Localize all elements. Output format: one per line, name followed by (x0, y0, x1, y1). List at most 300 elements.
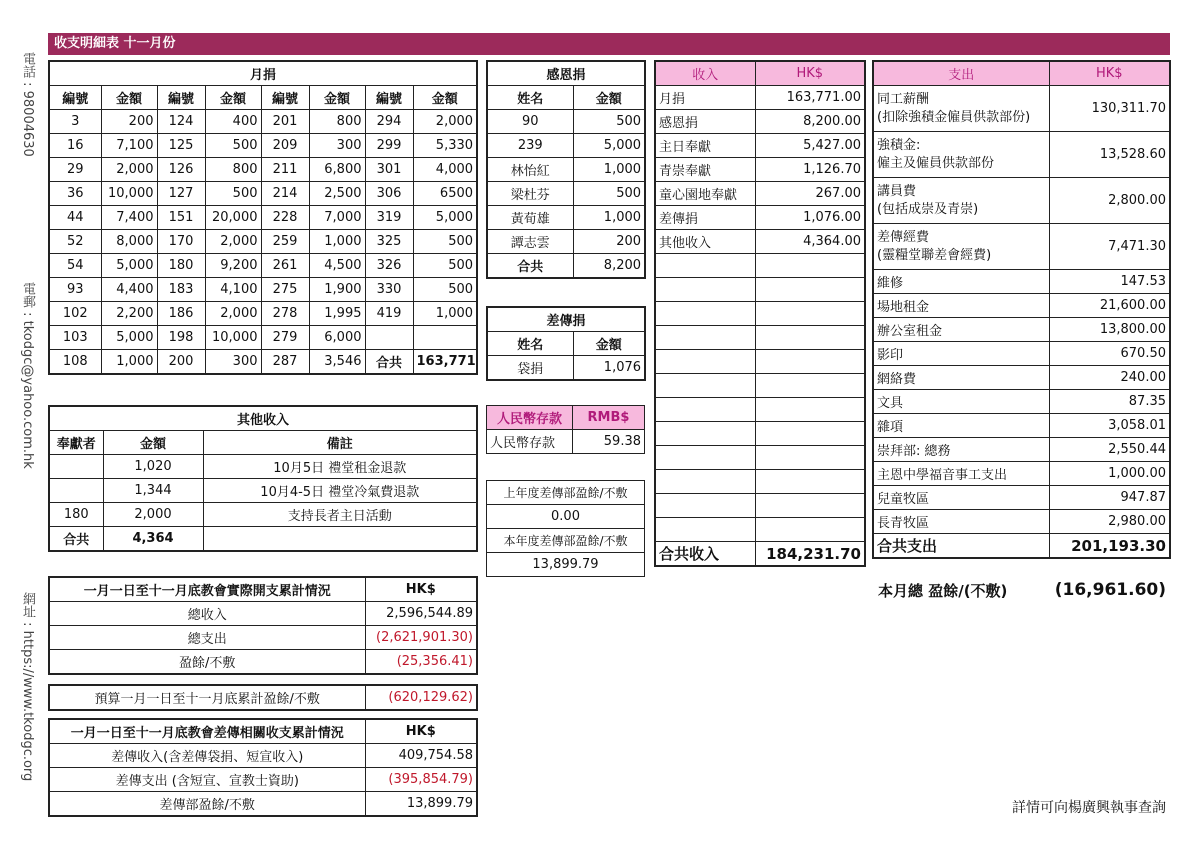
table-row (49, 744, 477, 768)
monthly-amount-cell: 800 (309, 110, 365, 134)
mission-ytd-row-value: 13,899.79 (365, 792, 477, 817)
budget-table (48, 684, 478, 711)
expense-item-line2: (扣除強積金僱員供款部份) (877, 109, 1031, 125)
monthly-number-cell: 228 (261, 206, 309, 230)
empty-cell (655, 518, 755, 542)
monthly-number-cell: 201 (261, 110, 309, 134)
expense-header-label: 支出 (873, 61, 1049, 86)
monthly-amount-cell: 5,330 (413, 134, 477, 158)
monthly-number-cell: 259 (261, 230, 309, 254)
mission-last-year-label: 上年度差傳部盈餘/不敷 (487, 481, 645, 505)
expense-item-label: 辦公室租金 (873, 318, 1049, 342)
monthly-number-cell: 326 (365, 254, 413, 278)
table-row (487, 230, 645, 254)
table-row (49, 455, 477, 479)
monthly-amount-cell: 2,000 (413, 110, 477, 134)
empty-row (655, 494, 865, 518)
monthly-amount-cell: 7,000 (309, 206, 365, 230)
table-row (873, 510, 1170, 534)
thanks-name-cell: 譚志雲 (487, 230, 573, 254)
month-surplus-label: 本月總 盈餘/(不敷) (878, 582, 1008, 600)
monthly-number-cell: 287 (261, 350, 309, 375)
other-income-title: 其他收入 (49, 406, 477, 431)
empty-cell (755, 278, 865, 302)
expense-item-value: 240.00 (1049, 366, 1170, 390)
table-row (487, 134, 645, 158)
other-income-col-header: 奉獻者 (49, 431, 103, 455)
table-row (49, 230, 477, 254)
table-row (49, 626, 477, 650)
expense-item-line1: 強積金: (877, 137, 921, 153)
monthly-amount-cell: 10,000 (101, 182, 157, 206)
expense-total-label: 合共支出 (873, 534, 1049, 559)
income-item-label: 童心園地奉獻 (655, 182, 755, 206)
other-income-giver (49, 455, 103, 479)
empty-cell (755, 518, 865, 542)
thanks-amount-cell: 5,000 (573, 134, 645, 158)
table-row (873, 86, 1170, 132)
table-row (49, 206, 477, 230)
monthly-number-cell: 419 (365, 302, 413, 326)
empty-cell (755, 350, 865, 374)
expense-item-label: 主恩中學福音事工支出 (873, 462, 1049, 486)
expense-item-value: 1,000.00 (1049, 462, 1170, 486)
monthly-col-header: 金額 (309, 86, 365, 110)
empty-cell (755, 254, 865, 278)
empty-cell (655, 398, 755, 422)
other-income-note: 10月5日 禮堂租金退款 (203, 455, 477, 479)
table-row (487, 356, 645, 381)
monthly-amount-cell: 2,200 (101, 302, 157, 326)
monthly-title: 月捐 (49, 61, 477, 86)
empty-cell (655, 326, 755, 350)
monthly-number-cell: 319 (365, 206, 413, 230)
side-website: 網址 : https://www.tkodgc.org (20, 592, 35, 782)
monthly-amount-cell: 2,000 (205, 302, 261, 326)
mission-this-year-label: 本年度差傳部盈餘/不敷 (487, 529, 645, 553)
monthly-amount-cell: 4,500 (309, 254, 365, 278)
empty-row (655, 326, 865, 350)
expense-item-value: 147.53 (1049, 270, 1170, 294)
table-row (487, 206, 645, 230)
monthly-number-cell: 124 (157, 110, 205, 134)
monthly-number-cell: 52 (49, 230, 101, 254)
empty-cell (755, 326, 865, 350)
monthly-amount-cell: 8,000 (101, 230, 157, 254)
expense-item-line1: 差傳經費 (877, 229, 930, 245)
other-income-amount: 2,000 (103, 503, 203, 527)
table-row (487, 182, 645, 206)
empty-row (655, 254, 865, 278)
income-table (654, 60, 866, 567)
monthly-amount-cell: 1,000 (101, 350, 157, 375)
monthly-amount-cell: 1,000 (413, 302, 477, 326)
monthly-number-cell: 合共 (365, 350, 413, 375)
empty-cell (655, 350, 755, 374)
empty-row (655, 422, 865, 446)
monthly-col-header: 編號 (157, 86, 205, 110)
monthly-number-cell: 108 (49, 350, 101, 375)
empty-row (655, 446, 865, 470)
monthly-number-cell: 278 (261, 302, 309, 326)
income-total-label: 合共收入 (655, 542, 755, 567)
expense-item-label (873, 224, 1049, 270)
rmb-deposit-table (486, 405, 645, 454)
expense-total-value: 201,193.30 (1049, 534, 1170, 559)
expense-header-row (873, 61, 1170, 86)
mission-this-year-value: 13,899.79 (487, 553, 645, 577)
monthly-number-cell: 180 (157, 254, 205, 278)
expense-item-value: 3,058.01 (1049, 414, 1170, 438)
mission-ytd-row-label: 差傳支出 (含短宣、宣教士資助) (49, 768, 365, 792)
expense-item-line2: (包括成崇及青崇) (877, 201, 979, 217)
table-row (873, 366, 1170, 390)
rmb-row-label: 人民幣存款 (487, 430, 573, 454)
expense-item-value: 2,800.00 (1049, 178, 1170, 224)
expense-item-line2: (靈糧堂聯差會經費) (877, 247, 992, 263)
monthly-amount-cell: 9,200 (205, 254, 261, 278)
thanks-amount-cell: 500 (573, 182, 645, 206)
monthly-col-header: 編號 (261, 86, 309, 110)
other-income-total-label: 合共 (49, 527, 103, 552)
ytd-unit: HK$ (365, 577, 477, 602)
monthly-number-cell: 299 (365, 134, 413, 158)
income-total-row (655, 542, 865, 567)
table-row (655, 230, 865, 254)
empty-cell (755, 302, 865, 326)
mission-title: 差傳捐 (487, 307, 645, 332)
monthly-number-cell: 102 (49, 302, 101, 326)
expense-item-value: 130,311.70 (1049, 86, 1170, 132)
expense-item-value: 13,528.60 (1049, 132, 1170, 178)
empty-row (655, 278, 865, 302)
expense-item-label: 文具 (873, 390, 1049, 414)
table-row (49, 768, 477, 792)
expense-item-value: 87.35 (1049, 390, 1170, 414)
table-row (49, 602, 477, 626)
mission-offering-table (486, 306, 646, 381)
monthly-amount-cell: 500 (413, 230, 477, 254)
monthly-amount-cell: 800 (205, 158, 261, 182)
expense-item-label: 網絡費 (873, 366, 1049, 390)
other-income-col-header: 金額 (103, 431, 203, 455)
expense-item-line1: 同工薪酬 (877, 91, 930, 107)
rmb-row-value: 59.38 (573, 430, 645, 454)
monthly-amount-cell: 2,500 (309, 182, 365, 206)
empty-row (655, 302, 865, 326)
expense-item-label: 雜項 (873, 414, 1049, 438)
monthly-number-cell: 183 (157, 278, 205, 302)
other-income-giver (49, 479, 103, 503)
monthly-col-header: 編號 (49, 86, 101, 110)
empty-cell (755, 494, 865, 518)
income-item-value: 267.00 (755, 182, 865, 206)
expense-item-value: 13,800.00 (1049, 318, 1170, 342)
table-row (655, 110, 865, 134)
monthly-amount-cell: 4,100 (205, 278, 261, 302)
table-row (873, 270, 1170, 294)
table-row (873, 294, 1170, 318)
monthly-number-cell: 301 (365, 158, 413, 182)
monthly-number-cell: 170 (157, 230, 205, 254)
income-item-value: 1,126.70 (755, 158, 865, 182)
rmb-header-label: 人民幣存款 (487, 406, 573, 430)
empty-row (655, 350, 865, 374)
empty-cell (655, 302, 755, 326)
side-phone: 電話 : 98004630 (20, 52, 35, 157)
monthly-amount-cell: 400 (205, 110, 261, 134)
expense-header-unit: HK$ (1049, 61, 1170, 86)
income-header-row (655, 61, 865, 86)
expense-item-label (873, 132, 1049, 178)
monthly-amount-cell: 2,000 (101, 158, 157, 182)
thanks-col-header: 姓名 (487, 86, 573, 110)
income-item-label: 青崇奉獻 (655, 158, 755, 182)
table-row (873, 224, 1170, 270)
expense-item-label: 場地租金 (873, 294, 1049, 318)
monthly-amount-cell: 300 (309, 134, 365, 158)
other-income-table (48, 405, 478, 552)
other-income-col-header: 備註 (203, 431, 477, 455)
monthly-col-header: 金額 (205, 86, 261, 110)
monthly-number-cell: 36 (49, 182, 101, 206)
thanks-total-value: 8,200 (573, 254, 645, 279)
monthly-amount-cell: 5,000 (413, 206, 477, 230)
monthly-number-cell: 103 (49, 326, 101, 350)
monthly-number-cell: 275 (261, 278, 309, 302)
table-row (873, 438, 1170, 462)
monthly-amount-cell (413, 326, 477, 350)
mission-ytd-row-value: 409,754.58 (365, 744, 477, 768)
thanks-name-cell: 梁杜芬 (487, 182, 573, 206)
table-row (873, 318, 1170, 342)
empty-row (655, 398, 865, 422)
empty-cell (203, 527, 477, 552)
monthly-amount-cell: 6,000 (309, 326, 365, 350)
table-row (873, 178, 1170, 224)
other-income-header-row (49, 431, 477, 455)
side-email: 電郵 : tkodgc@yahoo.com.hk (20, 282, 35, 469)
empty-cell (655, 278, 755, 302)
thanks-name-cell: 90 (487, 110, 573, 134)
thanks-amount-cell: 200 (573, 230, 645, 254)
thanksgiving-table (486, 60, 646, 279)
mission-amount-cell: 1,076 (573, 356, 645, 381)
income-item-value: 1,076.00 (755, 206, 865, 230)
monthly-number-cell: 325 (365, 230, 413, 254)
thanks-total-row (487, 254, 645, 279)
expense-item-label: 影印 (873, 342, 1049, 366)
empty-row (655, 374, 865, 398)
income-item-label: 感恩捐 (655, 110, 755, 134)
table-row (49, 278, 477, 302)
ytd-row-value: (25,356.41) (365, 650, 477, 675)
monthly-number-cell: 306 (365, 182, 413, 206)
mission-ytd-row-label: 差傳部盈餘/不敷 (49, 792, 365, 817)
empty-cell (655, 494, 755, 518)
other-income-note: 10月4-5日 禮堂冷氣費退款 (203, 479, 477, 503)
other-income-total-row (49, 527, 477, 552)
monthly-amount-cell: 7,100 (101, 134, 157, 158)
monthly-number-cell: 279 (261, 326, 309, 350)
ytd-row-value: 2,596,544.89 (365, 602, 477, 626)
monthly-amount-cell: 5,000 (101, 326, 157, 350)
ytd-summary-table (48, 576, 478, 675)
table-row (655, 182, 865, 206)
monthly-amount-cell: 500 (413, 278, 477, 302)
table-row (655, 86, 865, 110)
income-item-label: 其他收入 (655, 230, 755, 254)
monthly-number-cell: 126 (157, 158, 205, 182)
income-header-unit: HK$ (755, 61, 865, 86)
thanks-name-cell: 黃荀雄 (487, 206, 573, 230)
mission-col-header: 金額 (573, 332, 645, 356)
mission-balance-table (486, 480, 645, 577)
table-row (49, 326, 477, 350)
thanks-total-label: 合共 (487, 254, 573, 279)
table-row (49, 650, 477, 675)
thanks-amount-cell: 1,000 (573, 158, 645, 182)
table-row (655, 134, 865, 158)
monthly-amount-cell: 6,800 (309, 158, 365, 182)
monthly-col-header: 編號 (365, 86, 413, 110)
monthly-amount-cell: 5,000 (101, 254, 157, 278)
table-row (655, 206, 865, 230)
empty-cell (655, 374, 755, 398)
monthly-number-cell: 44 (49, 206, 101, 230)
mission-ytd-table (48, 718, 478, 817)
monthly-amount-cell: 163,771 (413, 350, 477, 375)
rmb-header-unit: RMB$ (573, 406, 645, 430)
table-row (49, 134, 477, 158)
expense-item-label (873, 86, 1049, 132)
monthly-amount-cell: 6500 (413, 182, 477, 206)
thanks-amount-cell: 500 (573, 110, 645, 134)
table-row (873, 414, 1170, 438)
monthly-number-cell: 214 (261, 182, 309, 206)
monthly-amount-cell: 500 (205, 182, 261, 206)
income-item-label: 主日奉獻 (655, 134, 755, 158)
monthly-amount-cell: 1,995 (309, 302, 365, 326)
month-surplus-value: (16,961.60) (1054, 580, 1166, 600)
income-item-value: 163,771.00 (755, 86, 865, 110)
empty-cell (655, 254, 755, 278)
monthly-amount-cell: 7,400 (101, 206, 157, 230)
expense-item-label (873, 178, 1049, 224)
table-row (487, 110, 645, 134)
thanks-name-cell: 239 (487, 134, 573, 158)
monthly-amount-cell: 200 (101, 110, 157, 134)
income-item-value: 4,364.00 (755, 230, 865, 254)
table-row (49, 479, 477, 503)
empty-cell (755, 470, 865, 494)
income-item-label: 月捐 (655, 86, 755, 110)
monthly-number-cell: 261 (261, 254, 309, 278)
ytd-row-label: 盈餘/不敷 (49, 650, 365, 675)
monthly-number-cell: 151 (157, 206, 205, 230)
monthly-amount-cell: 3,546 (309, 350, 365, 375)
monthly-amount-cell: 10,000 (205, 326, 261, 350)
monthly-amount-cell: 20,000 (205, 206, 261, 230)
expense-item-value: 21,600.00 (1049, 294, 1170, 318)
table-row (487, 158, 645, 182)
table-row (49, 350, 477, 375)
empty-cell (755, 422, 865, 446)
mission-ytd-row-label: 差傳收入(含差傳袋捐、短宣收入) (49, 744, 365, 768)
monthly-amount-cell: 4,400 (101, 278, 157, 302)
monthly-header-row (49, 86, 477, 110)
table-row (873, 132, 1170, 178)
expense-item-line2: 僱主及僱員供款部份 (877, 155, 995, 171)
table-row (49, 792, 477, 817)
table-row (49, 158, 477, 182)
monthly-amount-cell: 2,000 (205, 230, 261, 254)
monthly-number-cell: 93 (49, 278, 101, 302)
monthly-amount-cell: 500 (413, 254, 477, 278)
monthly-number-cell (365, 326, 413, 350)
monthly-col-header: 金額 (413, 86, 477, 110)
budget-value: (620,129.62) (365, 685, 477, 710)
monthly-number-cell: 330 (365, 278, 413, 302)
mission-col-header: 姓名 (487, 332, 573, 356)
thanks-col-header: 金額 (573, 86, 645, 110)
expense-table (872, 60, 1171, 559)
expense-item-label: 兒童牧區 (873, 486, 1049, 510)
monthly-amount-cell: 1,900 (309, 278, 365, 302)
other-income-giver: 180 (49, 503, 103, 527)
mission-ytd-header: 一月一日至十一月底教會差傳相關收支累計情況 (49, 719, 365, 744)
empty-cell (655, 470, 755, 494)
monthly-number-cell: 209 (261, 134, 309, 158)
empty-cell (655, 446, 755, 470)
mission-name-cell: 袋捐 (487, 356, 573, 381)
empty-cell (755, 398, 865, 422)
monthly-number-cell: 294 (365, 110, 413, 134)
other-income-note: 支持長者主日活動 (203, 503, 477, 527)
table-row (49, 302, 477, 326)
monthly-number-cell: 29 (49, 158, 101, 182)
monthly-amount-cell: 300 (205, 350, 261, 375)
expense-item-label: 長青牧區 (873, 510, 1049, 534)
monthly-number-cell: 125 (157, 134, 205, 158)
table-row (873, 390, 1170, 414)
monthly-col-header: 金額 (101, 86, 157, 110)
thanks-amount-cell: 1,000 (573, 206, 645, 230)
income-item-value: 5,427.00 (755, 134, 865, 158)
other-income-total-value: 4,364 (103, 527, 203, 552)
table-row (49, 182, 477, 206)
table-row (49, 110, 477, 134)
thanks-title: 感恩捐 (487, 61, 645, 86)
mission-ytd-unit: HK$ (365, 719, 477, 744)
expense-item-label: 崇拜部: 總務 (873, 438, 1049, 462)
income-total-value: 184,231.70 (755, 542, 865, 567)
ytd-header: 一月一日至十一月底教會實際開支累計情況 (49, 577, 365, 602)
monthly-number-cell: 3 (49, 110, 101, 134)
table-row (873, 486, 1170, 510)
ytd-row-value: (2,621,901.30) (365, 626, 477, 650)
table-row (873, 462, 1170, 486)
monthly-number-cell: 186 (157, 302, 205, 326)
monthly-number-cell: 16 (49, 134, 101, 158)
monthly-number-cell: 211 (261, 158, 309, 182)
empty-cell (755, 374, 865, 398)
expense-item-label: 維修 (873, 270, 1049, 294)
expense-item-line1: 講員費 (877, 183, 917, 199)
table-row (655, 158, 865, 182)
expense-item-value: 2,550.44 (1049, 438, 1170, 462)
page-title-banner: 收支明細表 十一月份 (48, 33, 1170, 55)
